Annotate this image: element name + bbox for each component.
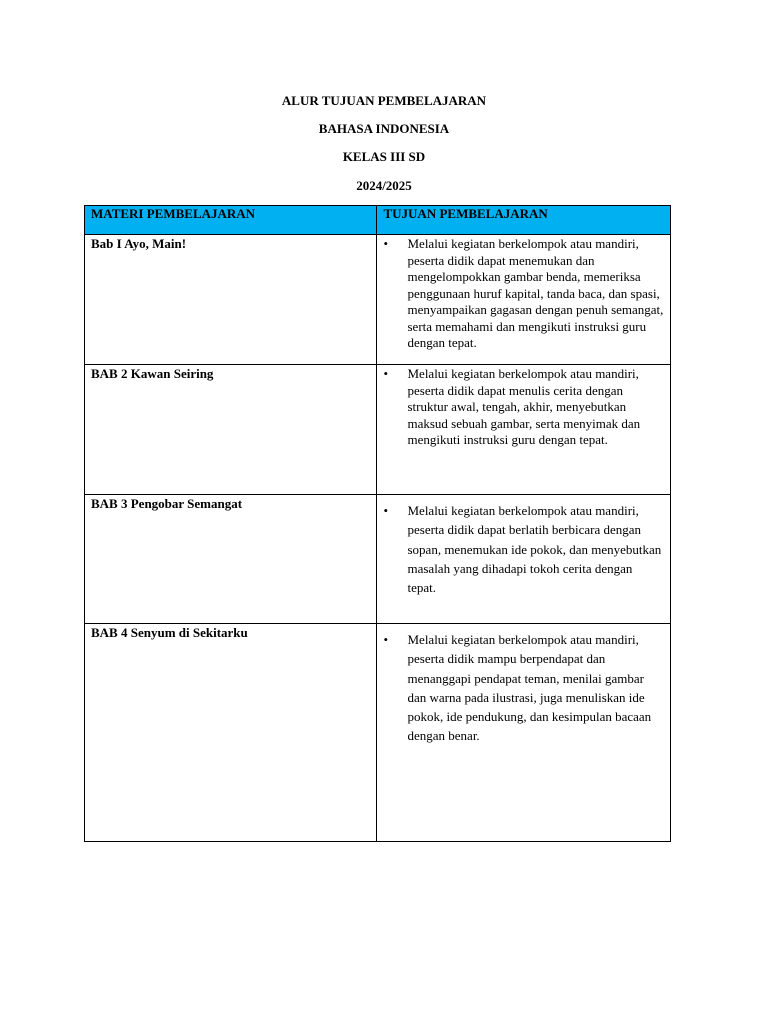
tujuan-list-item: [377, 235, 670, 352]
tujuan-list-item: [377, 495, 670, 597]
year-title: 2024/2025: [356, 178, 412, 193]
materi-cell: [85, 495, 377, 624]
bullet-icon: •: [383, 236, 389, 251]
materi-text: BAB 2 Kawan Seiring: [91, 366, 214, 381]
document-title: ALUR TUJUAN PEMBELAJARAN: [281, 93, 487, 108]
tujuan-list-item: [377, 365, 670, 449]
header-tujuan: TUJUAN PEMBELAJARAN: [377, 206, 671, 235]
table-header-row: [85, 206, 671, 235]
tujuan-text: Melalui kegiatan berkelompok atau mandiri, peserta didik dapat berlatih berbicara dengan sopan, menemukan ide pokok, dan menyebutkan masalah yang dihadapi tokoh cerita dengan tepat.: [407, 503, 662, 596]
table-row: [85, 365, 671, 495]
materi-cell: [85, 365, 377, 495]
learning-objectives-table: [84, 205, 671, 842]
bullet-icon: •: [383, 366, 389, 381]
tujuan-cell: [377, 235, 671, 365]
bullet-icon: •: [383, 503, 389, 518]
tujuan-cell: [377, 624, 671, 842]
bullet-icon: •: [383, 632, 389, 647]
table-row: [85, 624, 671, 842]
table-row: [85, 235, 671, 365]
tujuan-cell: [377, 365, 671, 495]
tujuan-text: Melalui kegiatan berkelompok atau mandiri, peserta didik mampu berpendapat dan menanggapi pendapat teman, menilai gambar dan warna pada ilustrasi, juga menuliskan ide pokok, ide pendukung, dan kesimpulan bacaan dengan benar.: [407, 632, 652, 744]
materi-cell: [85, 235, 377, 365]
tujuan-cell: [377, 495, 671, 624]
subject-title: BAHASA INDONESIA: [318, 121, 450, 136]
table-row: [85, 495, 671, 624]
class-title: KELAS III SD: [342, 149, 426, 164]
materi-text: Bab I Ayo, Main!: [91, 236, 187, 251]
tujuan-text: Melalui kegiatan berkelompok atau mandiri, peserta didik dapat menulis cerita dengan struktur awal, tengah, akhir, menyebutkan maksud sebuah gambar, serta menyimak dan mengikuti instruksi guru dengan tepat.: [407, 366, 641, 447]
tujuan-text: Melalui kegiatan berkelompok atau mandiri, peserta didik dapat menemukan dan mengelompokkan gambar benda, memeriksa penggunaan huruf kapital, tanda baca, dan spasi, menyampaikan gagasan dengan penuh semangat, serta memahami dan mengikuti instruksi guru dengan tepat.: [407, 236, 664, 350]
materi-text: BAB 4 Senyum di Sekitarku: [91, 625, 248, 640]
tujuan-list-item: [377, 624, 670, 746]
header-materi: MATERI PEMBELAJARAN: [85, 206, 377, 235]
materi-text: BAB 3 Pengobar Semangat: [91, 496, 243, 511]
materi-cell: [85, 624, 377, 842]
